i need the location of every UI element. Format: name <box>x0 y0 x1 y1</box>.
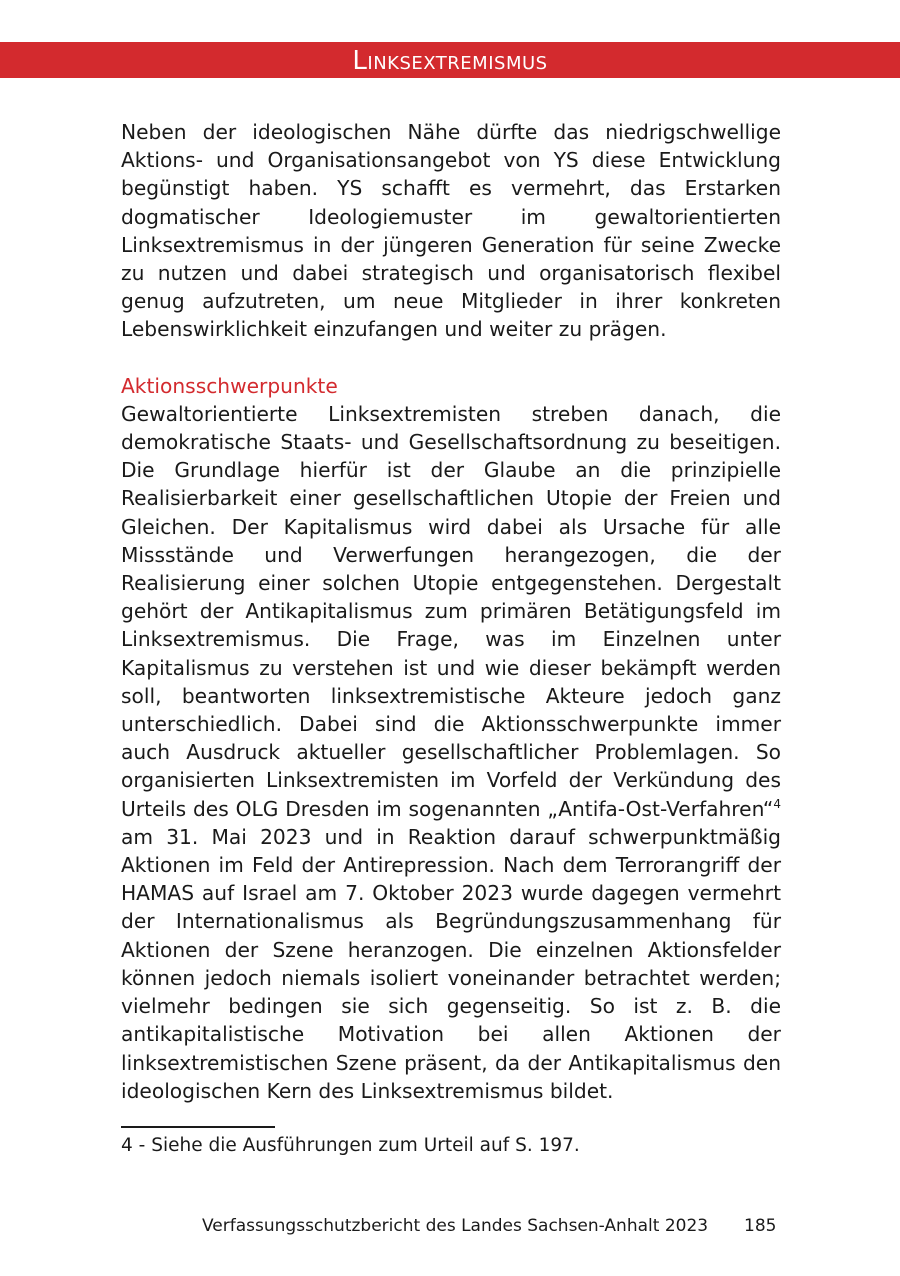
intro-paragraph: Neben der ideologischen Nähe dürfte das niedrigschwellige Aktions- und Organisationsangebot von YS diese Entwicklung begünstigt haben. YS schafft es vermehrt, das Erstarken dogmatischer Ideologiemuster im gewaltorientierten Linksextremismus in der jüngeren Generation für seine Zwecke zu nutzen und dabei strategisch und organisatorisch flexibel genug aufzutreten, um neue Mitglieder in ihrer konkreten Lebenswirklichkeit einzufangen und weiter zu prägen. <box>121 120 781 342</box>
page-number: 185 <box>744 1216 777 1236</box>
main-paragraph-part-2: am 31. Mai 2023 und in Reaktion darauf schwerpunktmäßig Aktionen im Feld der Antirepression. Nach dem Terrorangriff der HAMAS auf Israel am 7. Oktober 2023 wurde dagegen vermehrt der Internationalismus als Begründungszusammenhang für Aktionen der Szene heranzogen. Die einzelnen Aktionsfelder können jedoch niemals isoliert voneinander betrachtet werden; vielmehr bedingen sie sich gegenseitig. So ist z. B. die antikapitalistische Motivation bei allen Aktionen der linksextremistischen Szene präsent, da der Antikapitalismus den ideologischen Kern des Linksextremismus bildet. <box>121 824 781 1103</box>
footer-title: Verfassungsschutzbericht des Landes Sachsen-Anhalt 2023 <box>202 1216 709 1236</box>
main-paragraph-part-1: Gewaltorientierte Linksextremisten streben danach, die demokratische Staats- und Gesellschaftsordnung zu beseitigen. Die Grundlage hierfür ist der Glaube an die prinzipielle Realisierbarkeit einer gesellschaftlichen Utopie der Freien und Gleichen. Der Kapitalismus wird dabei als Ursache für alle Missstände und Verwerfungen herangezogen, die der Realisierung einer solchen Utopie entgegenstehen. Dergestalt gehört der Antikapitalismus zum primären Betätigungsfeld im Linksextremismus. Die Frage, was im Einzelnen unter Kapitalismus zu verstehen ist und wie dieser bekämpft werden soll, beantworten linksextremistische Akteure jedoch ganz unterschiedlich. Dabei sind die Aktionsschwerpunkte immer auch Ausdruck aktueller gesellschaftlicher Problemlagen. So organisierten Linksextremisten im Vorfeld der Verkündung des Urteils des OLG Dresden im sogenannten „Antifa-Ost-Verfahren“ <box>121 401 781 821</box>
chapter-title: Linksextremismus <box>352 46 548 76</box>
footnote-divider <box>121 1126 275 1128</box>
footnote: 4 - Siehe die Ausführungen zum Urteil auf S. 197. <box>121 1135 580 1156</box>
footnote-reference[interactable]: 4 <box>773 796 781 811</box>
main-paragraph <box>121 400 781 1105</box>
main-content <box>121 118 781 1105</box>
section-heading: Aktionsschwerpunkte <box>121 373 338 398</box>
